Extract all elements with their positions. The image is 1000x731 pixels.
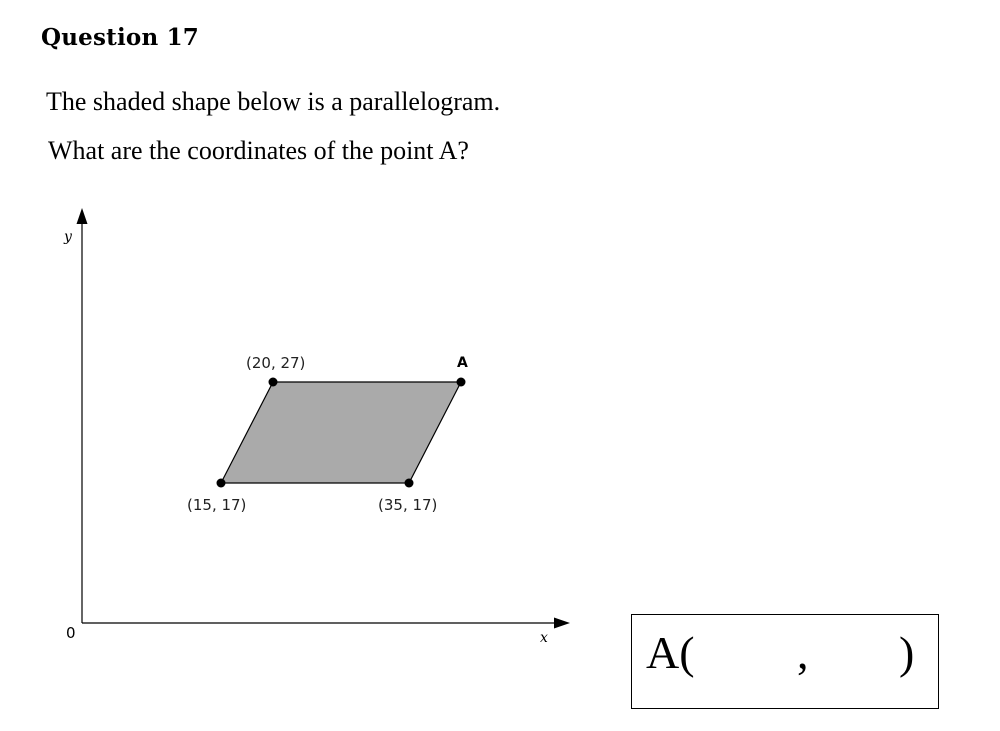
vertex-label-35-17: (35, 17) xyxy=(378,496,438,514)
parallelogram xyxy=(221,382,461,483)
answer-x-input[interactable] xyxy=(700,631,792,679)
vertex-point-a xyxy=(457,378,466,387)
x-axis-label: x xyxy=(540,630,548,646)
answer-y-input[interactable] xyxy=(812,631,896,679)
answer-prefix: A( xyxy=(646,627,695,678)
answer-suffix: ) xyxy=(899,627,915,678)
question-text: The shaded shape below is a parallelogram. xyxy=(46,87,501,116)
answer-box xyxy=(631,614,939,709)
origin-label: 0 xyxy=(66,624,76,642)
vertex-label-15-17: (15, 17) xyxy=(187,496,247,514)
question-title: Question 17 xyxy=(41,24,199,51)
answer-separator: , xyxy=(797,627,809,678)
y-axis-arrow xyxy=(77,208,88,224)
vertex-label-20-27: (20, 27) xyxy=(246,354,306,372)
question-prompt: What are the coordinates of the point A? xyxy=(48,136,469,165)
vertex-label-a: A xyxy=(457,355,468,371)
x-axis-arrow xyxy=(554,618,570,629)
y-axis-label: y xyxy=(64,229,72,245)
vertex-point-15-17 xyxy=(217,479,226,488)
vertex-point-35-17 xyxy=(405,479,414,488)
vertex-point-20-27 xyxy=(269,378,278,387)
